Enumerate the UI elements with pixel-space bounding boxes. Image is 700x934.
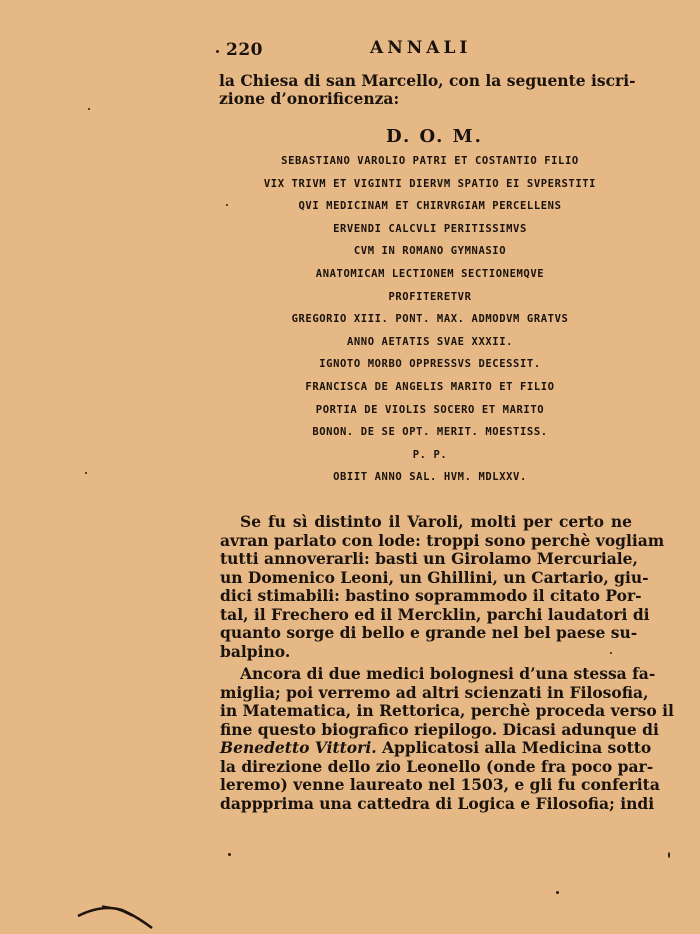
paragraph-line: dappprima una cattedra di Logica e Filosofia; indi (220, 793, 655, 813)
paragraph-line: dici stimabili: bastino soprammodo il citato Por- (220, 586, 642, 605)
paragraph-line: tutti annoverarli: basti un Girolamo Mercuriale, (220, 549, 638, 568)
inscription-line: IGNOTO MORBO OPPRESSVS DECESSIT. (319, 358, 541, 371)
paragraph-line: Se fu sì distinto il Varoli, molti per certo ne (240, 512, 632, 531)
italic-name: Benedetto Vittori. (220, 738, 377, 757)
inscription-line: GREGORIO XIII. PONT. MAX. ADMODVM GRATVS (291, 313, 569, 326)
ink-speck (668, 852, 670, 858)
inscription-line: ANNO AETATIS SVAE XXXII. (346, 335, 514, 348)
inscription-line: PROFITERETVR (388, 290, 472, 303)
ink-speck (610, 652, 612, 654)
scratch-stroke (78, 908, 152, 928)
paragraph-line: miglia; poi verremo ad altri scienzati in Filosofia, (220, 682, 649, 702)
inscription-line: FRANCISCA DE ANGELIS MARITO ET FILIO (305, 380, 555, 393)
inscription (218, 150, 642, 489)
ink-speck (85, 472, 87, 474)
inscription-line: BONON. DE SE OPT. MERIT. MOESTISS. (312, 426, 548, 439)
paragraph-line: quanto sorge di bello e grande nel bel paese su- (220, 623, 638, 642)
inscription-line: ERVENDI CALCVLI PERITISSIMVS (333, 222, 527, 235)
ink-speck (216, 50, 219, 53)
inscription-heading: D. O. M. (386, 126, 483, 147)
inscription-line: ANATOMICAM LECTIONEM SECTIONEMQVE (315, 267, 545, 280)
ink-speck (228, 853, 231, 856)
inscription-line: VIX TRIVM ET VIGINTI DIERVM SPATIO EI SVPERSTITI (263, 177, 597, 190)
paragraph-line: la direzione dello zio Leonello (onde fra poco par- (220, 756, 654, 776)
inscription-line: CVM IN ROMANO GYMNASIO (353, 245, 507, 258)
paragraph-line: in Matematica, in Rettorica, perchè proceda verso il (220, 701, 674, 720)
paragraph-line: fine questo biografico riepilogo. Dicasi adunque di (220, 719, 659, 739)
inscription-line: OBIIT ANNO SAL. HVM. MDLXXV. (333, 471, 527, 484)
running-head: ANNALI (370, 38, 472, 58)
paragraph-line: un Domenico Leoni, un Ghillini, un Cartario, giu- (220, 567, 649, 587)
inscription-line: QVI MEDICINAM ET CHIRVRGIAM PERCELLENS (298, 200, 562, 213)
page-number: 220 (226, 40, 263, 60)
page-scratch-mark (72, 900, 162, 934)
paragraph-line: balpino. (220, 641, 291, 661)
name-line-rest: Applicatosi alla Medicina sotto (376, 738, 652, 757)
opening-line: la Chiesa di san Marcello, con la seguente iscri- (219, 71, 636, 90)
paragraph-line: avran parlato con lode: troppi sono perchè vogliam (220, 530, 665, 550)
body-text (220, 512, 674, 813)
paragraph-line: tal, il Frechero ed il Mercklin, parchi laudatori di (220, 604, 650, 624)
inscription-line: P. P. (412, 448, 448, 461)
opening-line: zione d’onorificenza: (219, 89, 400, 108)
ink-speck (88, 108, 90, 110)
inscription-line: SEBASTIANO VAROLIO PATRI ET COSTANTIO FILIO (281, 155, 579, 167)
paragraph-line: leremo) venne laureato nel 1503, e gli fu conferita (220, 775, 660, 794)
ink-speck (226, 204, 228, 206)
paragraph-line: Ancora di due medici bolognesi d’una stessa fa- (240, 664, 656, 683)
ink-speck (556, 891, 559, 894)
paragraph-line (220, 738, 652, 758)
opening-text (219, 71, 636, 108)
inscription-line: PORTIA DE VIOLIS SOCERO ET MARITO (315, 403, 545, 416)
